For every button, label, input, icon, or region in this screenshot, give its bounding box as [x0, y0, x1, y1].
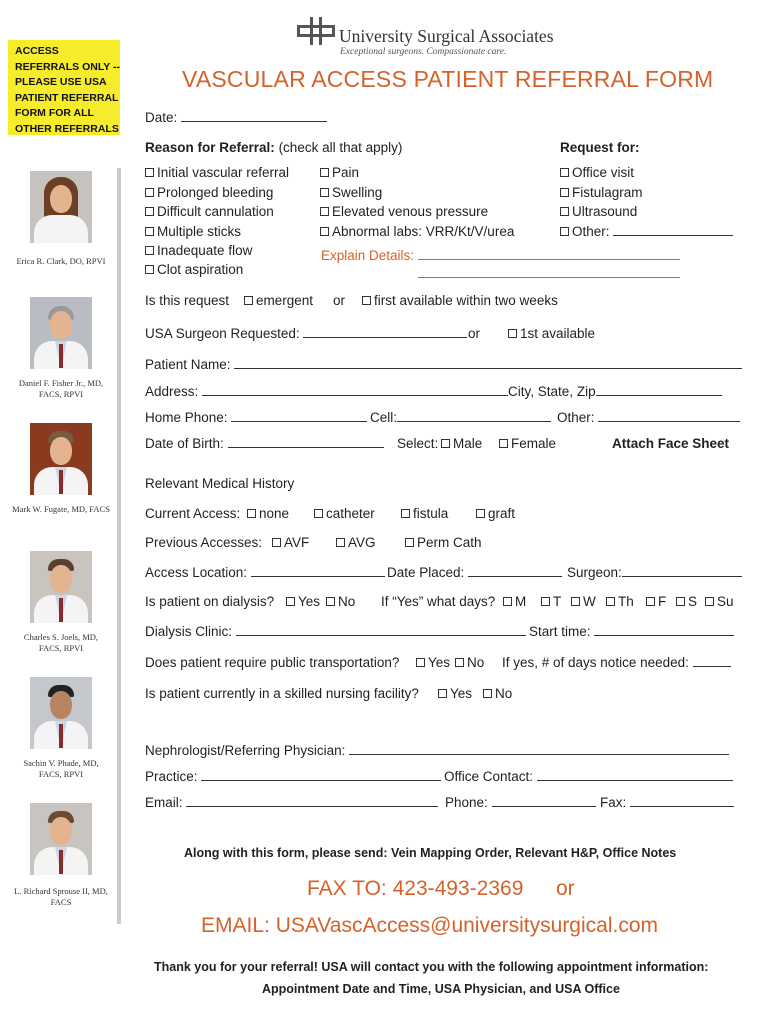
day-checkbox[interactable]: Su — [705, 594, 734, 609]
dialysis-no-checkbox[interactable]: No — [326, 594, 355, 609]
request-heading: Request for: — [560, 140, 640, 155]
reason-checkbox[interactable]: Difficult cannulation — [145, 204, 274, 219]
phone-field[interactable]: Phone: — [445, 795, 596, 810]
notice-box: ACCESS REFERRALS ONLY -- PLEASE USE USA PATIENT REFERRAL FORM FOR ALL OTHER REFERRALS — [8, 40, 120, 135]
email-address[interactable]: EMAIL: USAVascAccess@universitysurgical.com — [201, 914, 659, 937]
notice-days-field[interactable]: If yes, # of days notice needed: — [502, 655, 731, 670]
previous-access-checkbox[interactable]: Perm Cath — [405, 535, 482, 550]
current-access-checkbox[interactable]: graft — [476, 506, 515, 521]
patient-name-field[interactable]: Patient Name: — [145, 357, 742, 372]
usa-surgeon-field[interactable]: USA Surgeon Requested: — [145, 326, 467, 341]
physician-caption: Mark W. Fugate, MD, FACS — [12, 504, 110, 514]
thank-you-line: Thank you for your referral! USA will contact you with the following appointment information: — [154, 960, 709, 974]
previous-access-checkbox[interactable]: AVF — [272, 535, 309, 550]
emergent-checkbox[interactable]: emergent — [244, 293, 313, 308]
reason-checkbox[interactable]: Initial vascular referral — [145, 165, 289, 180]
dob-field[interactable]: Date of Birth: — [145, 436, 384, 451]
transport-yes-checkbox[interactable]: Yes — [416, 655, 450, 670]
current-access-checkbox[interactable]: fistula — [401, 506, 448, 521]
reason-checkbox[interactable]: Abnormal labs: VRR/Kt/V/urea — [320, 224, 514, 239]
access-surgeon-field[interactable]: Surgeon: — [567, 565, 742, 580]
dialysis-days-label: If “Yes” what days? — [381, 594, 496, 609]
day-checkbox[interactable]: F — [646, 594, 666, 609]
reason-checkbox[interactable]: Elevated venous pressure — [320, 204, 488, 219]
org-tagline: Exceptional surgeons. Compassionate care. — [340, 47, 507, 57]
male-checkbox[interactable]: Male — [441, 436, 482, 451]
request-checkbox[interactable]: Office visit — [560, 165, 634, 180]
office-contact-field[interactable]: Office Contact: — [444, 769, 733, 784]
dialysis-clinic-field[interactable]: Dialysis Clinic: — [145, 624, 526, 639]
request-checkbox[interactable]: Fistulagram — [560, 185, 643, 200]
physician-caption: Charles S. Joels, MD, FACS, RPVI — [23, 632, 99, 653]
home-phone-field[interactable]: Home Phone: — [145, 410, 367, 425]
previous-access-checkbox[interactable]: AVG — [336, 535, 376, 550]
snf-question: Is patient currently in a skilled nursing facility? — [145, 686, 419, 701]
usa-logo-icon — [296, 16, 336, 46]
physician-caption: L. Richard Sprouse II, MD, FACS — [14, 886, 108, 907]
access-location-field[interactable]: Access Location: — [145, 565, 385, 580]
dialysis-yes-checkbox[interactable]: Yes — [286, 594, 320, 609]
request-checkbox[interactable]: Ultrasound — [560, 204, 637, 219]
physician-caption: Daniel F. Fisher Jr., MD, FACS, RPVI — [18, 378, 104, 399]
explain-details-line[interactable] — [418, 266, 680, 281]
form-title: VASCULAR ACCESS PATIENT REFERRAL FORM — [182, 66, 714, 92]
sidebar-divider — [117, 168, 121, 924]
date-placed-field[interactable]: Date Placed: — [387, 565, 562, 580]
physician-photo-joels — [30, 551, 92, 623]
send-instructions: Along with this form, please send: Vein Mapping Order, Relevant H&P, Office Notes — [184, 846, 677, 860]
appointment-info-line: Appointment Date and Time, USA Physician, and USA Office — [262, 982, 620, 996]
reason-checkbox[interactable]: Clot aspiration — [145, 262, 243, 277]
day-checkbox[interactable]: S — [676, 594, 697, 609]
physician-photo-clark — [30, 171, 92, 243]
urgency-row: Is this request — [145, 293, 230, 308]
cell-field[interactable]: Cell: — [370, 410, 551, 425]
urgency-or: or — [333, 293, 346, 308]
address-field[interactable]: Address: City, State, Zip — [145, 384, 722, 399]
practice-field[interactable]: Practice: — [145, 769, 441, 784]
reason-checkbox[interactable]: Swelling — [320, 185, 382, 200]
transport-no-checkbox[interactable]: No — [455, 655, 484, 670]
date-field[interactable]: Date: — [145, 110, 327, 125]
other-phone-field[interactable]: Other: — [557, 410, 740, 425]
fax-field[interactable]: Fax: — [600, 795, 734, 810]
day-checkbox[interactable]: M — [503, 594, 526, 609]
fax-or: or — [556, 877, 575, 900]
day-checkbox[interactable]: T — [541, 594, 561, 609]
nephrologist-field[interactable]: Nephrologist/Referring Physician: — [145, 743, 729, 758]
physician-photo-fisher — [30, 297, 92, 369]
physician-photo-sprouse — [30, 803, 92, 875]
physician-photo-fugate — [30, 423, 92, 495]
explain-details-field[interactable]: Explain Details: — [321, 248, 680, 263]
reason-checkbox[interactable]: Pain — [320, 165, 359, 180]
day-checkbox[interactable]: Th — [606, 594, 634, 609]
current-access-label: Current Access: — [145, 506, 241, 521]
first-available-surgeon-checkbox[interactable]: 1st available — [508, 326, 595, 341]
physician-photo-phade — [30, 677, 92, 749]
org-name: University Surgical Associates — [339, 26, 554, 46]
reason-checkbox[interactable]: Prolonged bleeding — [145, 185, 273, 200]
request-other-field[interactable]: Other: — [560, 224, 733, 239]
reason-heading: Reason for Referral: (check all that apply) — [145, 140, 403, 155]
reason-checkbox[interactable]: Multiple sticks — [145, 224, 241, 239]
snf-yes-checkbox[interactable]: Yes — [438, 686, 472, 701]
snf-no-checkbox[interactable]: No — [483, 686, 512, 701]
current-access-checkbox[interactable]: none — [247, 506, 289, 521]
fax-number: FAX TO: 423-493-2369 — [307, 877, 524, 900]
dialysis-question: Is patient on dialysis? — [145, 594, 275, 609]
physician-caption: Erica R. Clark, DO, RPVI — [16, 256, 106, 266]
sex-select-label: Select: — [397, 436, 439, 451]
current-access-checkbox[interactable]: catheter — [314, 506, 375, 521]
previous-access-label: Previous Accesses: — [145, 535, 263, 550]
transport-question: Does patient require public transportation? — [145, 655, 400, 670]
start-time-field[interactable]: Start time: — [529, 624, 734, 639]
day-checkbox[interactable]: W — [571, 594, 596, 609]
female-checkbox[interactable]: Female — [499, 436, 556, 451]
history-heading: Relevant Medical History — [145, 476, 295, 491]
surgeon-or: or — [468, 326, 481, 341]
email-field[interactable]: Email: — [145, 795, 438, 810]
reason-checkbox[interactable]: Inadequate flow — [145, 243, 252, 258]
physician-caption: Sachin V. Phade, MD, FACS, RPVI — [23, 758, 99, 779]
first-available-checkbox[interactable]: first available within two weeks — [362, 293, 558, 308]
attach-face-sheet: Attach Face Sheet — [612, 436, 730, 451]
